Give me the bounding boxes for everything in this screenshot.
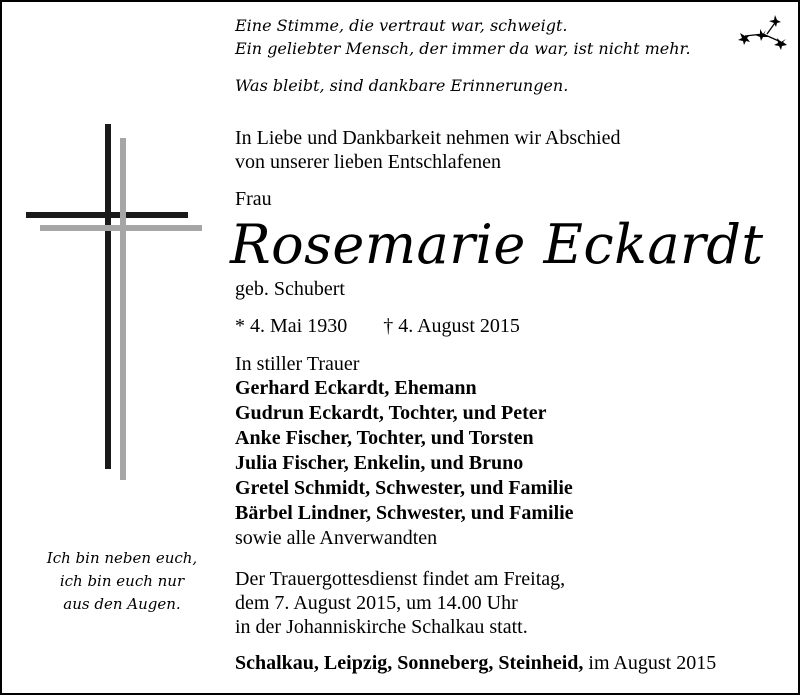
life-dates	[235, 314, 520, 338]
mourner-6: Bärbel Lindner, Schwester, und Familie	[235, 502, 574, 524]
motto-spacer	[235, 60, 685, 74]
motto-line-1: Eine Stimme, die vertraut war, schweigt.	[235, 16, 568, 35]
intro-line-2: von unserer lieben Entschlafenen	[235, 151, 502, 173]
cross-light-vertical	[120, 138, 126, 480]
motto-line-3: Was bleibt, sind dankbare Erinnerungen.	[235, 76, 569, 95]
cross-light-horizontal	[40, 225, 202, 231]
intro-line-1: In Liebe und Dankbarkeit nehmen wir Abschied	[235, 127, 621, 149]
footer-line	[235, 651, 716, 675]
birth-date: * 4. Mai 1930	[235, 315, 348, 337]
side-quote	[22, 547, 222, 616]
deceased-name: Rosemarie Eckardt	[230, 213, 764, 276]
mourner-3: Anke Fischer, Tochter, und Torsten	[235, 427, 534, 449]
motto-line-2: Ein geliebter Mensch, der immer da war, ist nicht mehr.	[235, 39, 691, 58]
mourner-2: Gudrun Eckardt, Tochter, und Peter	[235, 402, 547, 424]
service-line-1: Der Trauergottesdienst findet am Freitag,	[235, 568, 566, 590]
double-cross-icon	[26, 124, 202, 480]
service-line-2: dem 7. August 2015, um 14.00 Uhr	[235, 592, 518, 614]
side-quote-line-3: aus den Augen.	[63, 595, 181, 613]
birth-name: geb. Schubert	[235, 278, 345, 300]
side-quote-line-1: Ich bin neben euch,	[46, 549, 198, 567]
mourner-1: Gerhard Eckardt, Ehemann	[235, 377, 477, 399]
flower-sprig-icon	[737, 12, 791, 52]
footer-date: im August 2015	[583, 652, 717, 674]
mourner-5: Gretel Schmidt, Schwester, und Familie	[235, 477, 573, 499]
footer-places: Schalkau, Leipzig, Sonneberg, Steinheid,	[235, 652, 584, 674]
salutation: Frau	[235, 188, 272, 210]
service-line-3: in der Johanniskirche Schalkau statt.	[235, 616, 528, 638]
mourners-heading: In stiller Trauer	[235, 353, 360, 375]
mourners-closing: sowie alle Anverwandten	[235, 527, 438, 549]
side-quote-line-2: ich bin euch nur	[59, 572, 185, 590]
mourner-4: Julia Fischer, Enkelin, und Bruno	[235, 452, 524, 474]
motto-verse	[235, 14, 691, 97]
cross-dark-vertical	[105, 124, 111, 469]
cross-dark-horizontal	[26, 212, 188, 218]
death-date: † 4. August 2015	[383, 315, 520, 337]
